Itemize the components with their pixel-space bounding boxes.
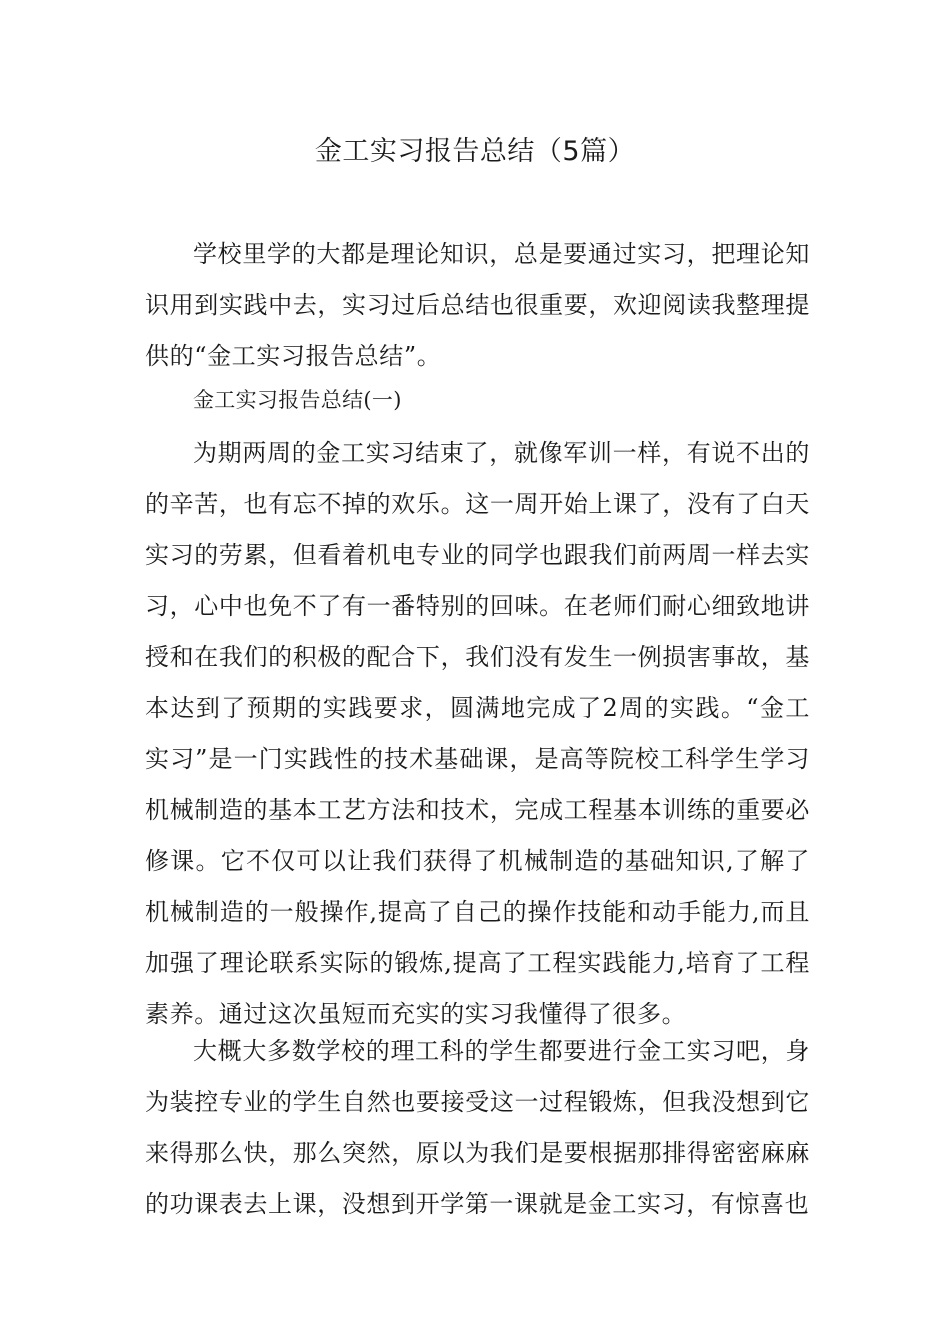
body-paragraph: 为期两周的金工实习结束了，就像军训一样，有说不出的的辛苦，也有忘不掉的欢乐。这一周开始上课了，没有了白天实习的劳累，但看着机电专业的同学也跟我们前两周一样去实习，心中也免不了有一番特别的回味。在老师们耐心细致地讲授和在我们的积极的配合下，我们没有发生一例损害事故，基本达到了预期的实践要求，圆满地完成了2周的实践。“金工实习”是一门实践性的技术基础课，是高等院校工科学生学习机械制造的基本工艺方法和技术，完成工程基本训练的重要必修课。它不仅可以让我们获得了机械制造的基础知识,了解了机械制造的一般操作,提高了自己的操作技能和动手能力,而且加强了理论联系实际的锻炼,提高了工程实践能力,培育了工程素养。通过这次虽短而充实的实习我懂得了很多。 — [145, 439, 810, 1028]
body-paragraph: 大概大多数学校的理工科的学生都要进行金工实习吧，身为装控专业的学生自然也要接受这一过程锻炼，但我没想到它来得那么快，那么突然，原以为我们是要根据那排得密密麻麻的功课表去上课，没想到开学第一课就是金工实习，有惊喜也 — [145, 1037, 810, 1218]
document-title: 金工实习报告总结（5篇） — [314, 136, 636, 167]
intro-paragraph: 学校里学的大都是理论知识，总是要通过实习，把理论知识用到实践中去，实习过后总结也很重要，欢迎阅读我整理提供的“金工实习报告总结”。 — [145, 240, 810, 370]
section-heading: 金工实习报告总结(一) — [193, 388, 402, 412]
